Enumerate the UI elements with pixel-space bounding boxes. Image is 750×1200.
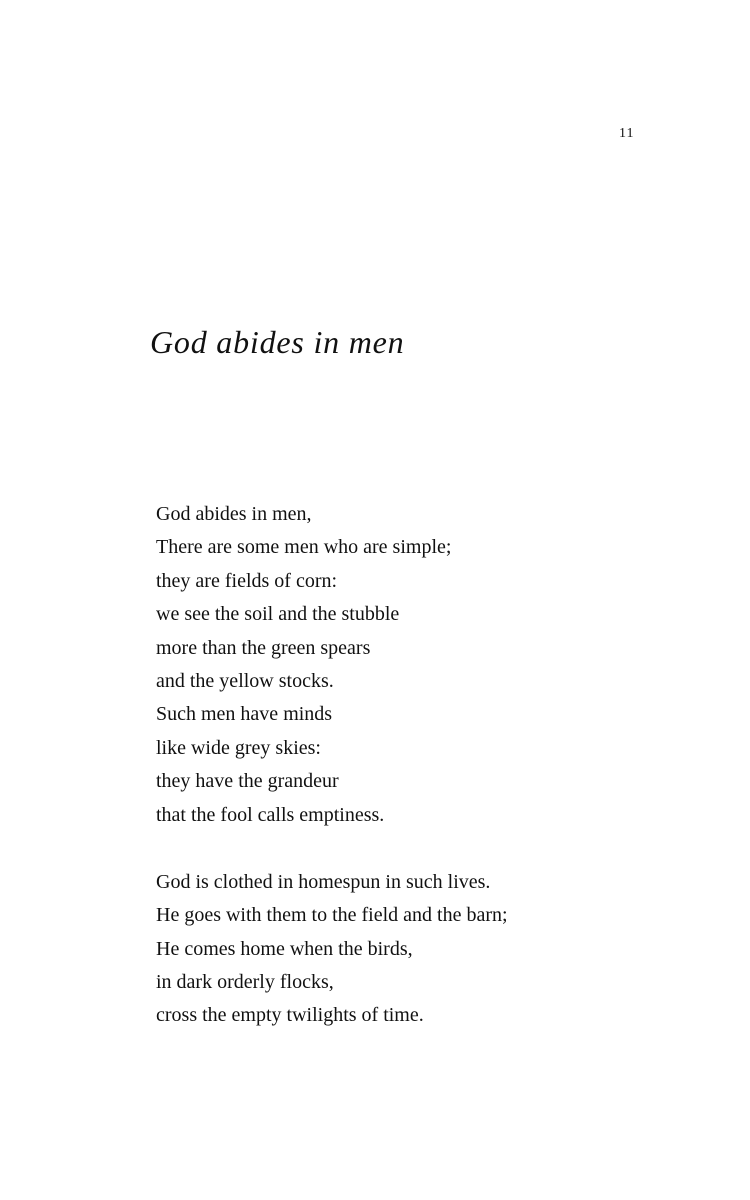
poem-title: God abides in men bbox=[150, 324, 405, 360]
poem-line: He goes with them to the field and the barn; bbox=[156, 904, 508, 927]
poem-body bbox=[156, 498, 508, 1033]
stanza-2 bbox=[156, 866, 508, 1033]
poem-line: that the fool calls emptiness. bbox=[156, 803, 385, 826]
poem-line: in dark orderly flocks, bbox=[156, 971, 334, 994]
poem-line: Such men have minds bbox=[156, 703, 333, 726]
poem-line: God abides in men, bbox=[156, 503, 312, 525]
poem-line: and the yellow stocks. bbox=[156, 669, 334, 692]
poem-line: like wide grey skies: bbox=[156, 736, 321, 759]
poem-line: they have the grandeur bbox=[156, 770, 339, 793]
poem-line: more than the green spears bbox=[156, 636, 371, 659]
poem-line: He comes home when the birds, bbox=[156, 937, 413, 960]
poem-line: we see the soil and the stubble bbox=[156, 603, 400, 626]
poem-line: cross the empty twilights of time. bbox=[156, 1004, 424, 1027]
poem-line: There are some men who are simple; bbox=[156, 536, 452, 559]
poem-line: God is clothed in homespun in such lives. bbox=[156, 870, 491, 893]
poem-line: they are fields of corn: bbox=[156, 569, 338, 592]
page-number: 11 bbox=[619, 126, 635, 141]
stanza-1 bbox=[156, 498, 508, 832]
